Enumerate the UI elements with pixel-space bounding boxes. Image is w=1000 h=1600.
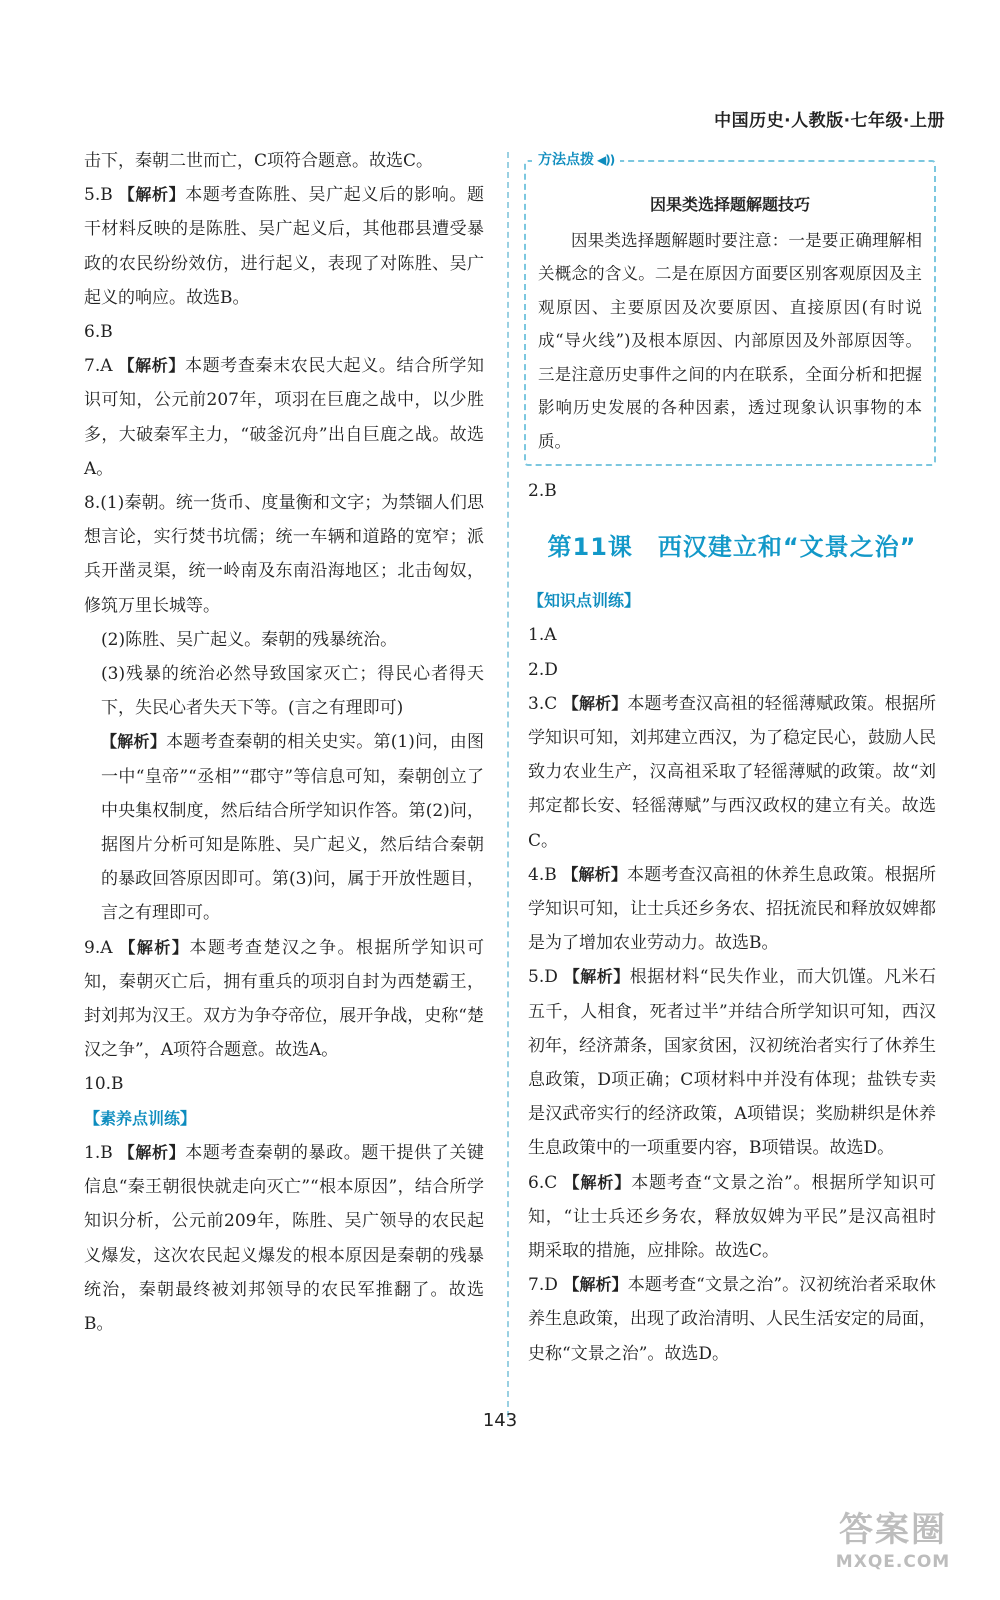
answer-number: 2.B: [528, 481, 557, 501]
analysis-text: 本题考查秦朝的相关史实。第(1)问，由图一中“皇帝”“丞相”“郡守”等信息可知，秦朝创立了中央集权制度，然后结合所学知识作答。第(2)问，据图片分析可知是陈胜、吴广起义，然后结合秦朝的暴政回答原因即可。第(3)问，属于开放性题目，言之有理即可。: [101, 732, 484, 924]
answer-5: [84, 178, 484, 315]
answer-number: 5.D: [528, 967, 558, 988]
answer-number: 3.C: [528, 693, 558, 714]
knowledge-answer-2: [528, 653, 936, 687]
lesson-title: 第11课 西汉建立和“文景之治”: [547, 533, 917, 562]
answer-7: [84, 349, 484, 486]
knowledge-answer-5: [528, 960, 936, 1165]
answer-number: 7.D: [528, 1275, 558, 1296]
method-tip-box: [524, 152, 936, 466]
analysis-text: 本题考查秦末农民大起义。结合所学知识可知，公元前207年，项羽在巨鹿之战中，以少胜多，大破秦军主力，“破釜沉舟”出自巨鹿之战。故选A。: [84, 356, 484, 479]
analysis-tag: 【解析】: [563, 967, 630, 987]
analysis-tag: 【解析】: [562, 693, 628, 713]
answer-8-analysis: [84, 725, 484, 930]
analysis-tag: 【解析】: [118, 356, 186, 376]
answer-10: [84, 1067, 484, 1101]
method-tip-title: 因果类选择题解题技巧: [649, 195, 810, 214]
analysis-text: 本题考查汉高祖的休养生息政策。根据所学知识可知，让士兵还乡务农、招抚流民和释放奴婢都是为了增加农业劳动力。故选B。: [528, 864, 936, 954]
site-watermark-logo: [814, 1508, 972, 1578]
answer-2: [528, 474, 936, 508]
knowledge-answer-1: [528, 618, 936, 652]
running-header: 中国历史·人教版·七年级·上册: [714, 111, 945, 131]
right-column: [528, 144, 936, 1371]
answer-number: 1.B: [84, 1142, 113, 1163]
analysis-text: 本题考查楚汉之争。根据所学知识可知，秦朝灭亡后，拥有重兵的项羽自封为西楚霸王，封刘邦为汉王。双方为争夺帝位，展开争战，史称“楚汉之争”，A项符合题意。故选A。: [84, 937, 485, 1061]
analysis-text: 本题考查秦朝的暴政。题干提供了关键信息“秦王朝很快就走向灭亡”“根本原因”，结合所学知识分析，公元前209年，陈胜、吴广领导的农民起义爆发，这次农民起义爆发的根本原因是秦朝的残暴统治，秦朝最终被刘邦领导的农民军推翻了。故选B。: [84, 1142, 484, 1334]
answer-8-part-2: (2)陈胜、吴广起义。秦朝的残暴统治。: [101, 629, 398, 650]
answer-number: 10.B: [84, 1074, 124, 1095]
analysis-tag: 【解析】: [118, 185, 186, 205]
answer-number: 9.A: [84, 937, 113, 958]
analysis-tag: 【解析】: [119, 937, 190, 957]
literacy-answer-1: [84, 1136, 484, 1341]
continued-text: 击下，秦朝二世而亡，C项符合题意。故选C。: [84, 151, 434, 171]
analysis-tag: 【解析】: [562, 864, 628, 884]
answer-number: 8.: [84, 493, 101, 514]
method-tip-label: 方法点拨 ◀)): [532, 148, 620, 172]
answer-9: [84, 931, 484, 1068]
answer-8-part-3: (3)残暴的统治必然导致国家灭亡；得民心者得天下，失民心者失天下等。(言之有理即可): [101, 664, 484, 719]
page-number: 143: [482, 1410, 518, 1431]
section-tag-literacy: 【素养点训练】: [84, 1108, 197, 1128]
analysis-tag: 【解析】: [118, 1142, 186, 1162]
column-divider: [507, 152, 509, 1417]
knowledge-answer-3: [528, 687, 936, 858]
analysis-tag: 【解析】: [563, 1275, 628, 1295]
left-column: [84, 144, 484, 1341]
knowledge-answer-4: [528, 858, 936, 961]
method-tip-text: 因果类选择题解题时要注意：一是要正确理解相关概念的含义。二是在原因方面要区别客观原因及主观原因、主要原因及次要原因、直接原因(有时说成“导火线”)及根本原因、内部原因及外部原因等。三是注意历史事件之间的内在联系，全面分析和把握影响历史发展的各种因素，透过现象认识事物的本质。: [538, 230, 922, 451]
answer-number: 6.C: [528, 1172, 558, 1193]
section-tag-knowledge: 【知识点训练】: [528, 591, 641, 611]
sound-wave-icon: ◀)): [597, 153, 615, 167]
analysis-tag: 【解析】: [563, 1172, 632, 1192]
answer-number: 4.B: [528, 864, 557, 885]
answer-number: 5.B: [84, 185, 113, 206]
analysis-text: 本题考查“文景之治”。根据所学知识可知，“让士兵还乡务农，释放奴婢为平民”是汉高祖时期采取的措施，应排除。故选C。: [528, 1172, 936, 1262]
analysis-tag: 【解析】: [101, 732, 167, 752]
knowledge-answer-7: [528, 1268, 936, 1371]
answer-number: 6.B: [84, 322, 113, 343]
answer-8-text-1: (1)秦朝。统一货币、度量衡和文字；为禁锢人们思想言论，实行焚书坑儒；统一车辆和道路的宽窄；派兵开凿灵渠，统一岭南及东南沿海地区；北击匈奴，修筑万里长城等。: [84, 493, 484, 616]
answer-number: 7.A: [84, 356, 113, 377]
watermark-logo-text: 答案圈: [839, 1510, 947, 1550]
analysis-text: 本题考查陈胜、吴广起义后的影响。题干材料反映的是陈胜、吴广起义后，其他郡县遭受暴政的农民纷纷效仿，进行起义，表现了对陈胜、吴广起义的响应。故选B。: [84, 185, 484, 308]
watermark-logo-url: MXQE.COM: [835, 1552, 951, 1572]
analysis-text: 根据材料“民失作业，而大饥馑。凡米石五千，人相食，死者过半”并结合所学知识可知，西汉初年，经济萧条，国家贫困，汉初统治者实行了休养生息政策，D项正确；C项材料中并没有体现；盐铁专卖是汉武帝实行的经济政策，A项错误；奖励耕织是休养生息政策中的一项重要内容，B项错误。故选D。: [528, 967, 936, 1159]
knowledge-answer-6: [528, 1166, 936, 1269]
answer-number: 1.A: [528, 625, 557, 646]
answer-8-part-1: [84, 486, 484, 623]
analysis-text: 本题考查汉高祖的轻徭薄赋政策。根据所学知识可知，刘邦建立西汉，为了稳定民心，鼓励人民致力农业生产，汉高祖采取了轻徭薄赋的政策。故“刘邦定都长安、轻徭薄赋”与西汉政权的建立有关。故选C。: [528, 693, 936, 851]
answer-6: [84, 315, 484, 349]
answer-number: 2.D: [528, 659, 558, 680]
analysis-text: 本题考查“文景之治”。汉初统治者采取休养生息政策，出现了政治清明、人民生活安定的局面，史称“文景之治”。故选D。: [528, 1275, 936, 1364]
